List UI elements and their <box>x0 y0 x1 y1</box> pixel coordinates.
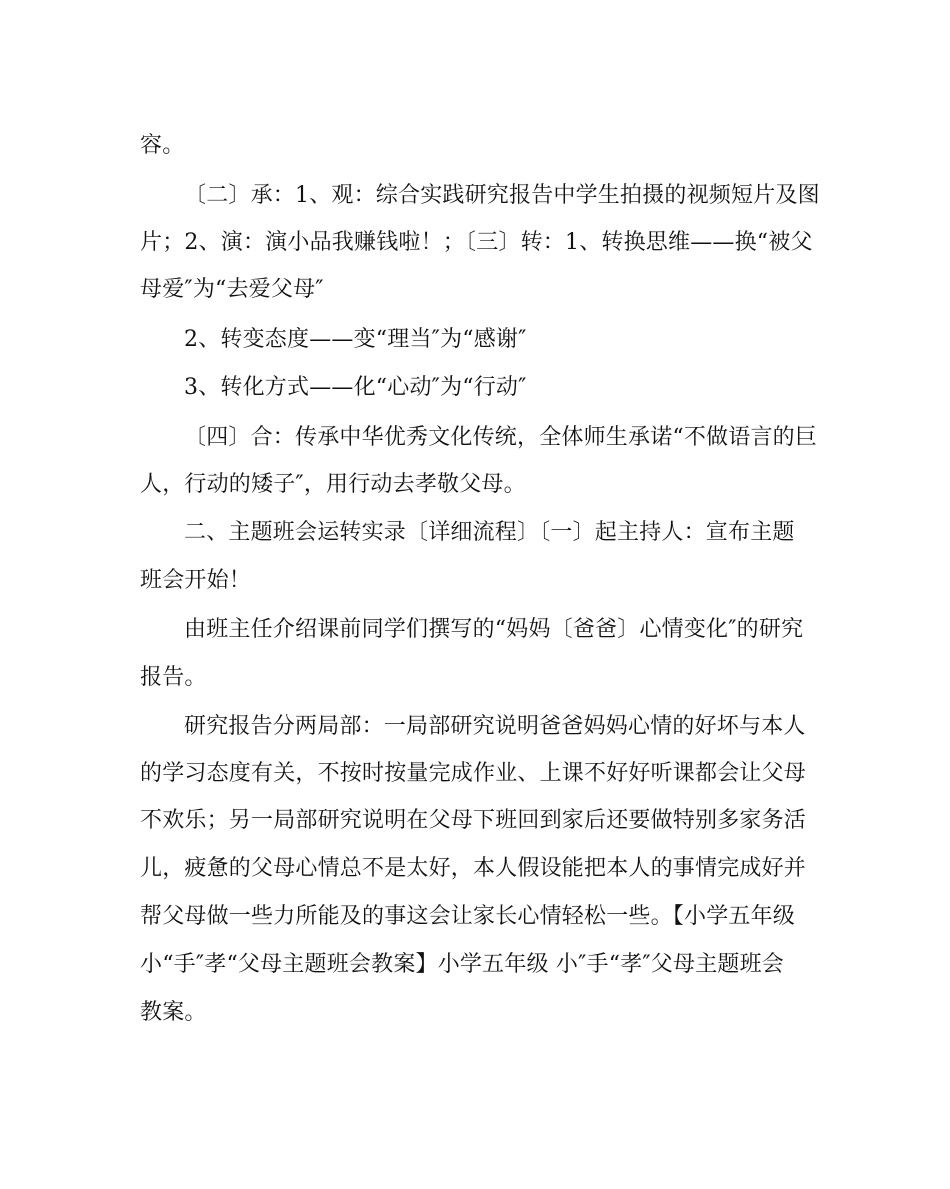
text-line: 不欢乐；另一局部研究说明在父母下班回到家后还要做特别多家务活 <box>140 808 807 833</box>
text-line: 班会开始！ <box>140 568 252 593</box>
text-line: 片；2、演：演小品我赚钱啦！；〔三〕转：1、转换思维——换“被父 <box>140 230 813 255</box>
text-line: 2、转变态度——变“理当″为“感谢″ <box>184 327 527 352</box>
text-line: 人，行动的矮子″，用行动去孝敬父母。 <box>140 472 526 497</box>
text-line: 3、转化方式——化“心动″为“行动″ <box>184 375 527 400</box>
text-line: 二、主题班会运转实录〔详细流程〕〔一〕起主持人：宣布主题 <box>184 520 795 545</box>
text-line: 研究报告分两局部：一局部研究说明爸爸妈妈心情的好坏与本人 <box>184 714 806 739</box>
text-line: 母爱″为“去爱父母″ <box>140 277 324 302</box>
text-line: 〔四〕合：传承中华优秀文化传统，全体师生承诺“不做语言的巨 <box>184 425 818 450</box>
text-line: 教案。 <box>140 1000 207 1025</box>
text-line: 帮父母做一些力所能及的事这会让家长心情轻松一些。【小学五年级 <box>140 904 796 929</box>
text-line: 由班主任介绍课前同学们撰写的“妈妈〔爸爸〕心情变化″的研究 <box>184 617 804 642</box>
text-line: 报告。 <box>140 665 207 690</box>
text-line: 的学习态度有关，不按时按量完成作业、上课不好好听课都会让父母 <box>140 761 807 786</box>
text-line: 容。 <box>140 133 185 158</box>
text-line: 小“手″孝“父母主题班会教案】小学五年级 小″手“孝″父母主题班会 <box>140 952 784 977</box>
text-line: 〔二〕承：1、观：综合实践研究报告中学生拍摄的视频短片及图 <box>184 183 820 208</box>
text-line: 儿，疲惫的父母心情总不是太好，本人假设能把本人的事情完成好并 <box>140 856 807 881</box>
